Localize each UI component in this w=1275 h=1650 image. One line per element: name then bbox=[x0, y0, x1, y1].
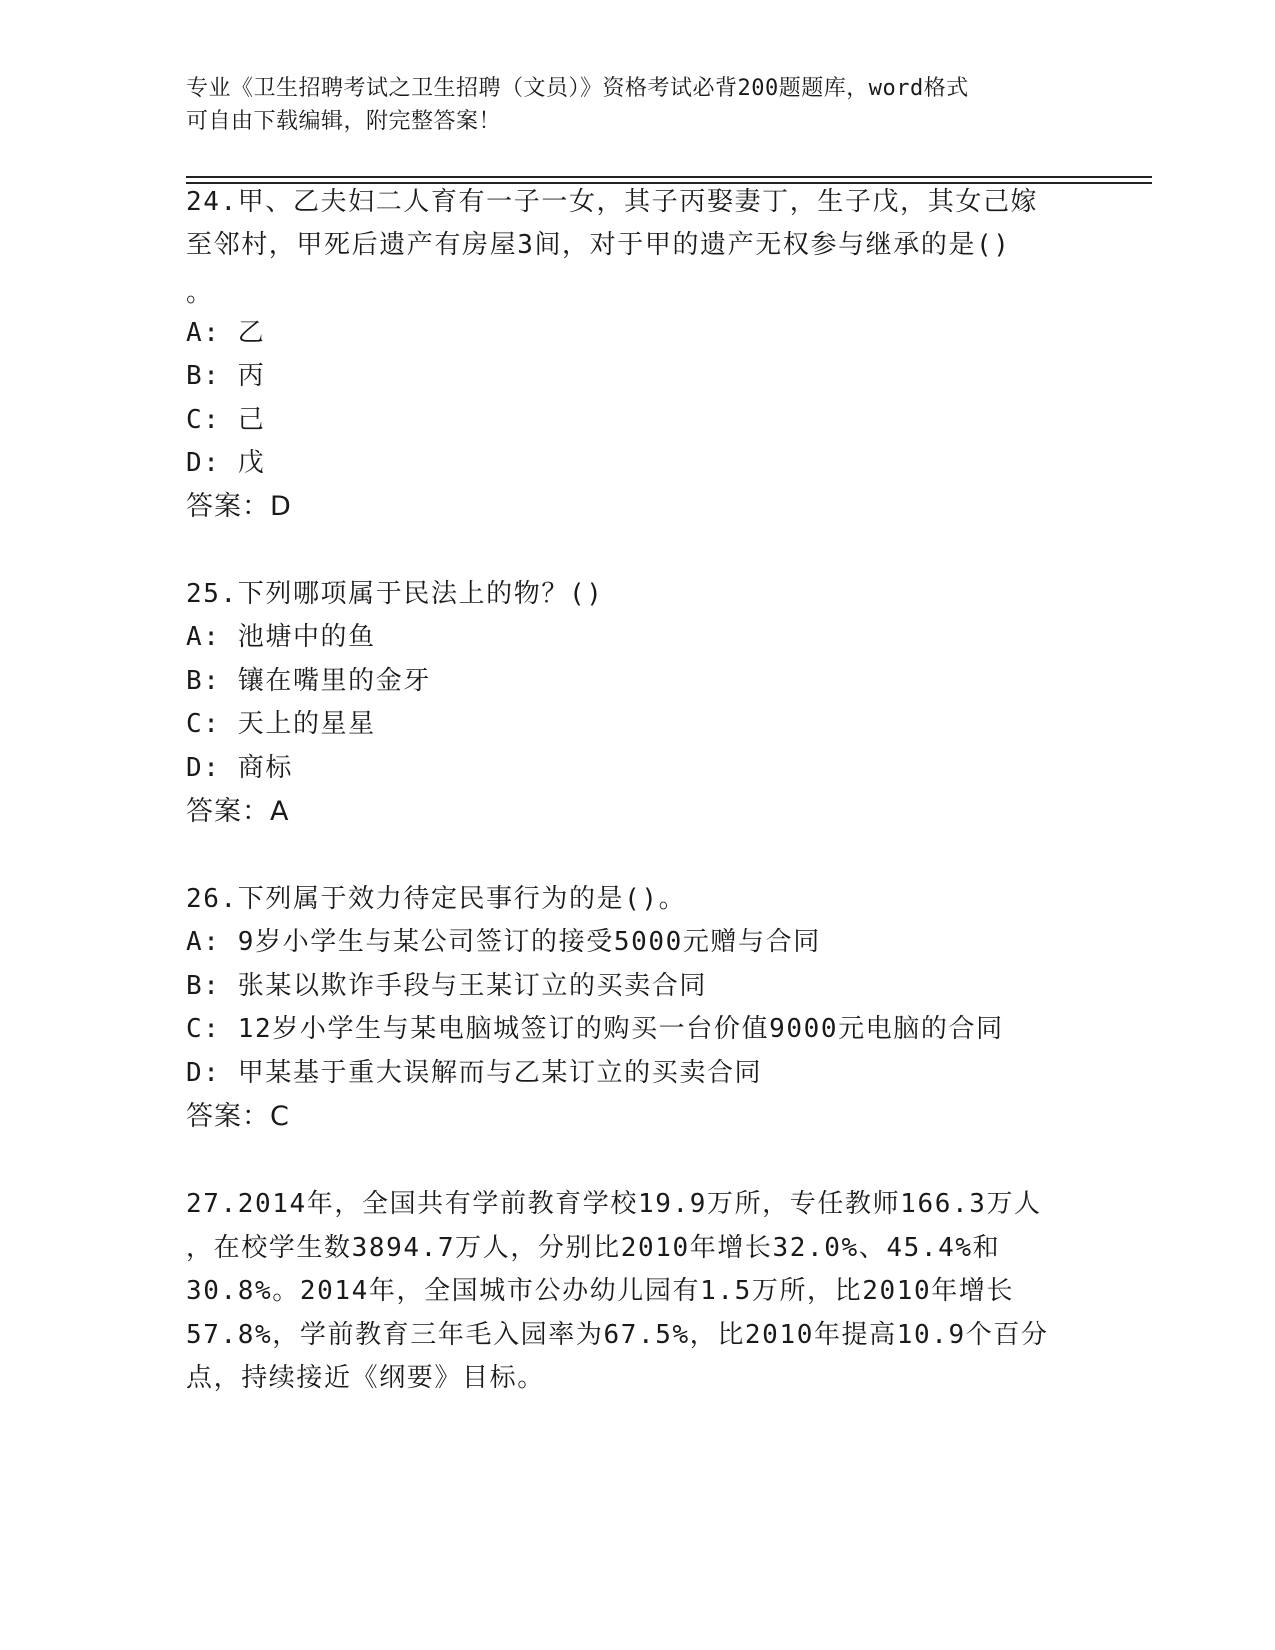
option-c: C: 己 bbox=[186, 405, 266, 435]
header-divider-bottom bbox=[186, 182, 1152, 184]
question-stem-line: 25.下列哪项属于民法上的物？() bbox=[186, 579, 604, 609]
option-c: C: 天上的星星 bbox=[186, 709, 376, 739]
option-a: A: 池塘中的鱼 bbox=[186, 622, 376, 652]
option-d: D: 戊 bbox=[186, 448, 266, 478]
document-header bbox=[186, 72, 1066, 138]
header-divider-top bbox=[186, 176, 1152, 178]
option-c: C: 12岁小学生与某电脑城签订的购买一台价值9000元电脑的合同 bbox=[186, 1014, 1004, 1044]
option-a: A: 乙 bbox=[186, 318, 266, 348]
option-d: D: 商标 bbox=[186, 753, 293, 783]
question-stem-line: 24.甲、乙夫妇二人育有一子一女，其子丙娶妻丁，生子戊，其女己嫁 bbox=[186, 187, 1039, 217]
question-stem-line: 27.2014年，全国共有学前教育学校19.9万所，专任教师166.3万人 bbox=[186, 1189, 1042, 1219]
option-a: A: 9岁小学生与某公司签订的接受5000元赠与合同 bbox=[186, 927, 821, 957]
header-title-line-1: 专业《卫生招聘考试之卫生招聘（文员）》资格考试必背200题题库，word格式 bbox=[186, 76, 969, 101]
answer-label: 答案：A bbox=[186, 796, 290, 827]
question-stem-line: 57.8%，学前教育三年毛入园率为67.5%，比2010年提高10.9个百分 bbox=[186, 1320, 1049, 1350]
answer-label: 答案：C bbox=[186, 1101, 290, 1132]
header-title-line-2: 可自由下载编辑，附完整答案！ bbox=[186, 109, 502, 134]
question-stem-line: 。 bbox=[186, 278, 214, 308]
question-stem-line: 30.8%。2014年，全国城市公办幼儿园有1.5万所，比2010年增长 bbox=[186, 1276, 1015, 1306]
option-b: B: 张某以欺诈手段与王某订立的买卖合同 bbox=[186, 971, 707, 1001]
answer-label: 答案：D bbox=[186, 491, 292, 522]
option-d: D: 甲某基于重大误解而与乙某订立的买卖合同 bbox=[186, 1058, 763, 1088]
option-b: B: 镶在嘴里的金牙 bbox=[186, 666, 431, 696]
question-stem-line: 点，持续接近《纲要》目标。 bbox=[186, 1363, 545, 1393]
question-stem-line: ，在校学生数3894.7万人，分别比2010年增长32.0%、45.4%和 bbox=[186, 1233, 1001, 1263]
question-stem-line: 至邻村，甲死后遗产有房屋3间，对于甲的遗产无权参与继承的是() bbox=[186, 230, 1011, 260]
option-b: B: 丙 bbox=[186, 361, 266, 391]
question-stem-line: 26.下列属于效力待定民事行为的是()。 bbox=[186, 884, 687, 914]
